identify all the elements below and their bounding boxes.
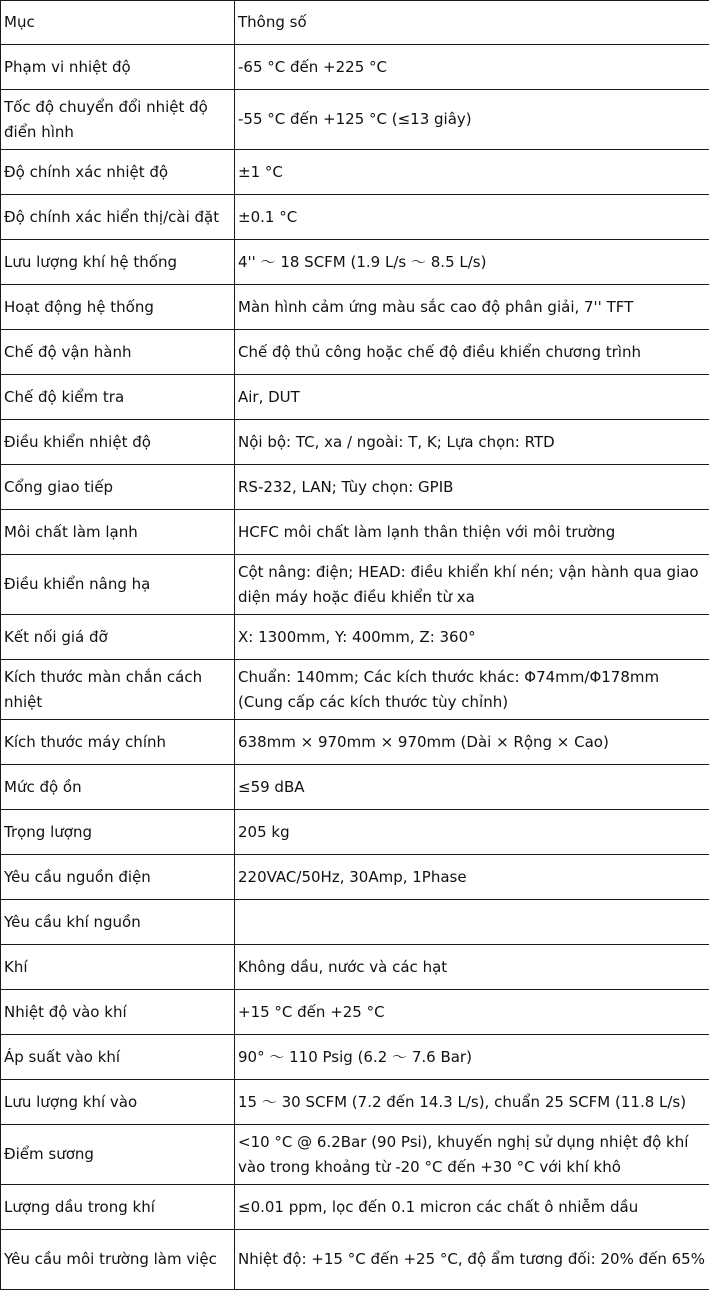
table-row	[1, 195, 709, 240]
spec-value: X: 1300mm, Y: 400mm, Z: 360°	[235, 615, 709, 660]
spec-label: Môi chất làm lạnh	[1, 510, 235, 555]
table-row	[1, 660, 709, 720]
spec-label: Yêu cầu khí nguồn	[1, 900, 235, 945]
spec-value: Không dầu, nước và các hạt	[235, 945, 709, 990]
table-row	[1, 510, 709, 555]
table-row	[1, 375, 709, 420]
spec-value: Chuẩn: 140mm; Các kích thước khác: Φ74mm/Φ178mm (Cung cấp các kích thước tùy chỉnh)	[235, 660, 709, 720]
spec-value	[235, 900, 709, 945]
table-row	[1, 330, 709, 375]
table-row	[1, 720, 709, 765]
spec-value: 205 kg	[235, 810, 709, 855]
spec-value: 638mm × 970mm × 970mm (Dài × Rộng × Cao)	[235, 720, 709, 765]
table-row	[1, 465, 709, 510]
spec-label: Lượng dầu trong khí	[1, 1185, 235, 1230]
spec-value: Cột nâng: điện; HEAD: điều khiển khí nén; vận hành qua giao diện máy hoặc điều khiển từ xa	[235, 555, 709, 615]
table-row	[1, 240, 709, 285]
table-row	[1, 1080, 709, 1125]
spec-value: Nội bộ: TC, xa / ngoài: T, K; Lựa chọn: RTD	[235, 420, 709, 465]
spec-value: Air, DUT	[235, 375, 709, 420]
table-row	[1, 1125, 709, 1185]
spec-label: Điều khiển nâng hạ	[1, 555, 235, 615]
spec-value: Màn hình cảm ứng màu sắc cao độ phân giải, 7'' TFT	[235, 285, 709, 330]
spec-value: +15 °C đến +25 °C	[235, 990, 709, 1035]
table-row	[1, 810, 709, 855]
spec-label: Tốc độ chuyển đổi nhiệt độ điển hình	[1, 90, 235, 150]
spec-value: ±1 °C	[235, 150, 709, 195]
table-row	[1, 420, 709, 465]
table-row	[1, 900, 709, 945]
table-row	[1, 150, 709, 195]
table-row	[1, 90, 709, 150]
table-row	[1, 45, 709, 90]
spec-label: Trọng lượng	[1, 810, 235, 855]
spec-label: Độ chính xác nhiệt độ	[1, 150, 235, 195]
spec-value: -65 °C đến +225 °C	[235, 45, 709, 90]
spec-label: Mức độ ồn	[1, 765, 235, 810]
spec-label: Lưu lượng khí hệ thống	[1, 240, 235, 285]
spec-value: 15 ～ 30 SCFM (7.2 đến 14.3 L/s), chuẩn 25 SCFM (11.8 L/s)	[235, 1080, 709, 1125]
spec-value: 220VAC/50Hz, 30Amp, 1Phase	[235, 855, 709, 900]
spec-value: Chế độ thủ công hoặc chế độ điều khiển chương trình	[235, 330, 709, 375]
spec-label: Nhiệt độ vào khí	[1, 990, 235, 1035]
table-row	[1, 1035, 709, 1080]
table-row	[1, 990, 709, 1035]
spec-label: Độ chính xác hiển thị/cài đặt	[1, 195, 235, 240]
spec-label: Chế độ vận hành	[1, 330, 235, 375]
spec-label: Phạm vi nhiệt độ	[1, 45, 235, 90]
spec-value: ≤0.01 ppm, lọc đến 0.1 micron các chất ô nhiễm dầu	[235, 1185, 709, 1230]
table-row	[1, 765, 709, 810]
spec-value: 4'' ～ 18 SCFM (1.9 L/s ～ 8.5 L/s)	[235, 240, 709, 285]
spec-label: Điều khiển nhiệt độ	[1, 420, 235, 465]
spec-label: Yêu cầu nguồn điện	[1, 855, 235, 900]
spec-label: Điểm sương	[1, 1125, 235, 1185]
table-row	[1, 855, 709, 900]
table-row	[1, 615, 709, 660]
spec-value: -55 °C đến +125 °C (≤13 giây)	[235, 90, 709, 150]
table-row	[1, 945, 709, 990]
spec-value: HCFC môi chất làm lạnh thân thiện với môi trường	[235, 510, 709, 555]
spec-value: ±0.1 °C	[235, 195, 709, 240]
table-row	[1, 1185, 709, 1230]
spec-label: Kích thước màn chắn cách nhiệt	[1, 660, 235, 720]
table-row	[1, 555, 709, 615]
spec-value: Thông số	[235, 1, 709, 45]
spec-label: Hoạt động hệ thống	[1, 285, 235, 330]
spec-value: <10 °C @ 6.2Bar (90 Psi), khuyến nghị sử dụng nhiệt độ khí vào trong khoảng từ -20 °C đến +30 °C với khí khô	[235, 1125, 709, 1185]
table-row	[1, 285, 709, 330]
spec-value: RS-232, LAN; Tùy chọn: GPIB	[235, 465, 709, 510]
spec-label: Áp suất vào khí	[1, 1035, 235, 1080]
table-row	[1, 1230, 709, 1290]
spec-label: Chế độ kiểm tra	[1, 375, 235, 420]
spec-value: 90° ～ 110 Psig (6.2 ～ 7.6 Bar)	[235, 1035, 709, 1080]
spec-table-body	[1, 1, 709, 1290]
spec-value: ≤59 dBA	[235, 765, 709, 810]
spec-label: Yêu cầu môi trường làm việc	[1, 1230, 235, 1290]
spec-value: Nhiệt độ: +15 °C đến +25 °C, độ ẩm tương đối: 20% đến 65%	[235, 1230, 709, 1290]
spec-label: Kết nối giá đỡ	[1, 615, 235, 660]
table-row	[1, 1, 709, 45]
spec-label: Mục	[1, 1, 235, 45]
spec-label: Kích thước máy chính	[1, 720, 235, 765]
spec-label: Khí	[1, 945, 235, 990]
spec-label: Cổng giao tiếp	[1, 465, 235, 510]
spec-label: Lưu lượng khí vào	[1, 1080, 235, 1125]
